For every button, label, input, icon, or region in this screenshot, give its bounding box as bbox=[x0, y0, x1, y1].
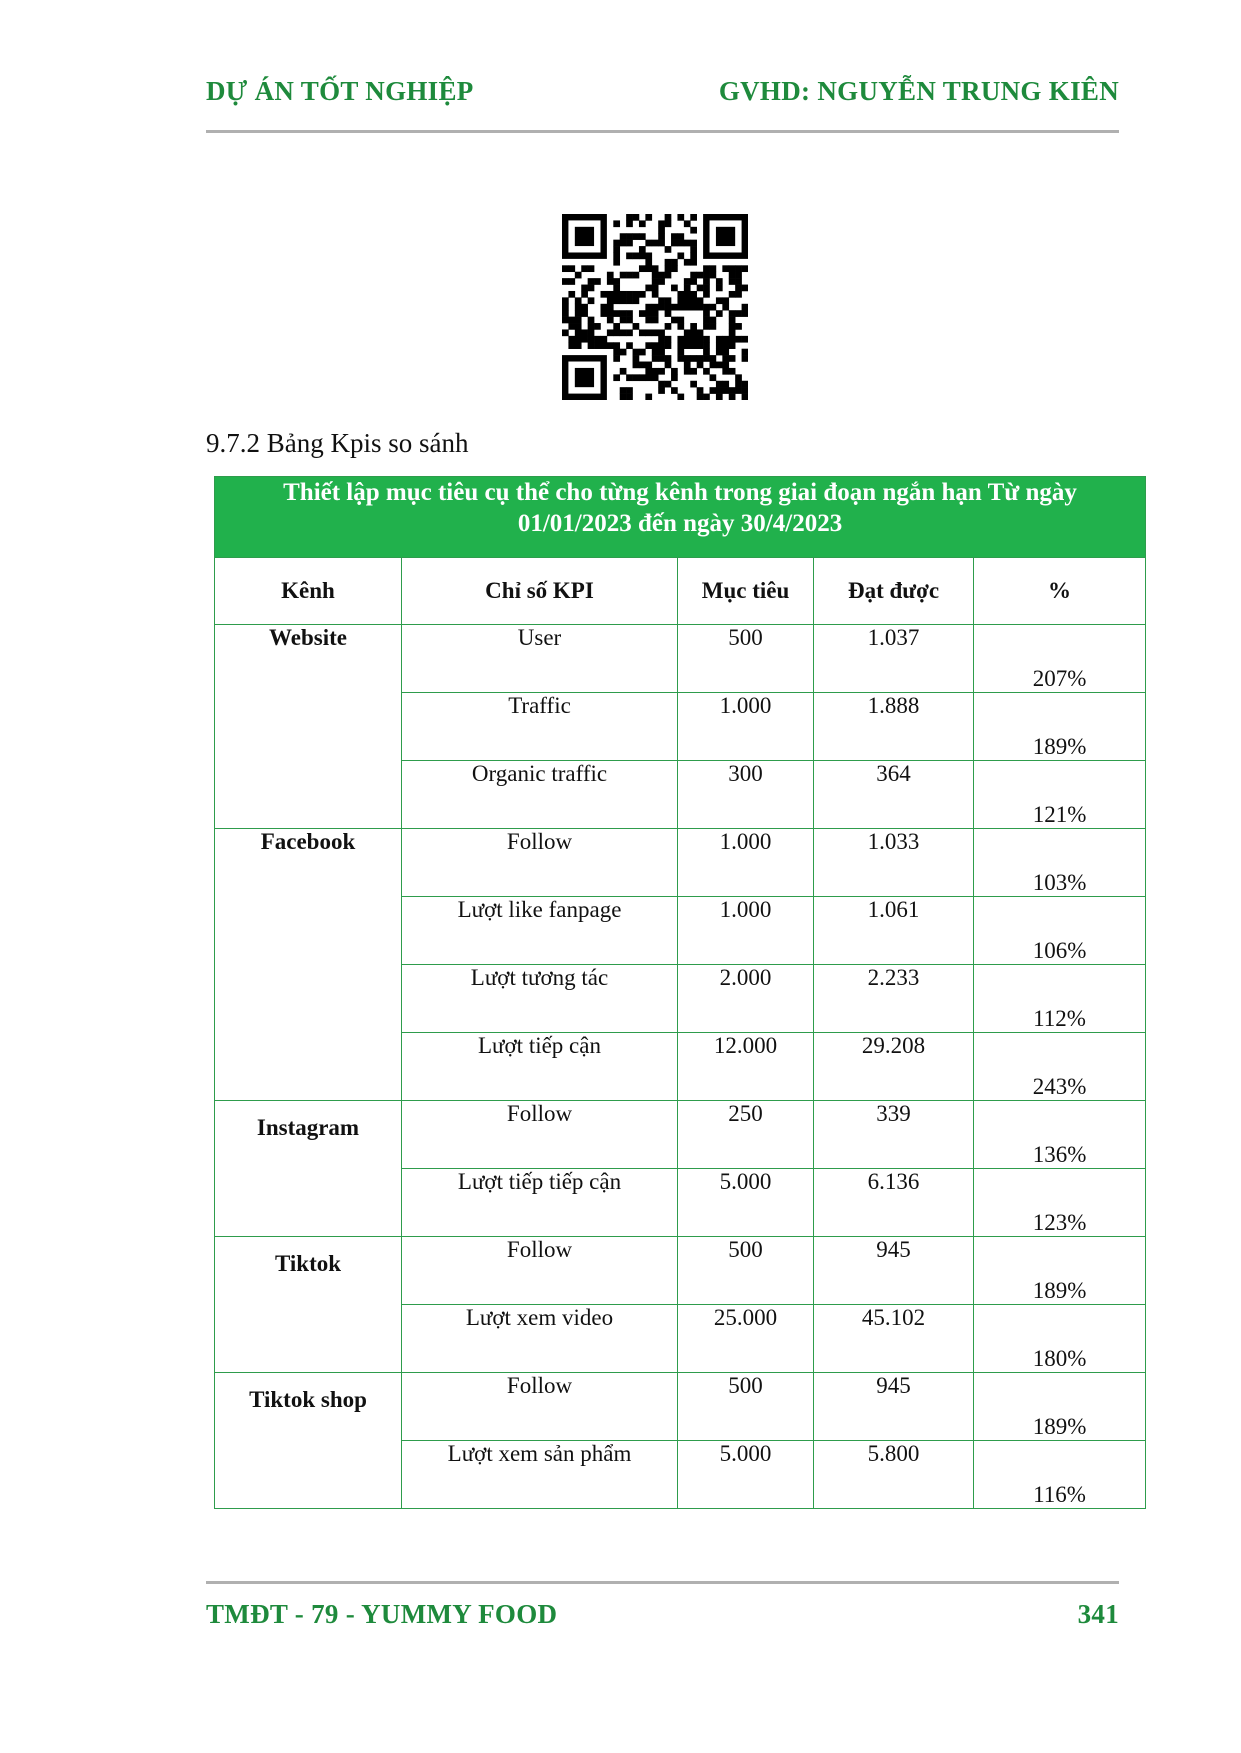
table-caption-line2: 01/01/2023 đến ngày 30/4/2023 bbox=[517, 510, 843, 537]
kpi-cell: Lượt xem sản phẩm bbox=[402, 1441, 678, 1509]
percent-cell: 123% bbox=[974, 1169, 1146, 1237]
kpi-cell: Lượt xem video bbox=[402, 1305, 678, 1373]
achieved-cell: 1.037 bbox=[814, 625, 974, 693]
section-title: 9.7.2 Bảng Kpis so sánh bbox=[206, 428, 469, 458]
page-footer bbox=[206, 1599, 1119, 1630]
channel-cell: Facebook bbox=[215, 829, 402, 1101]
table-header-row bbox=[215, 558, 1146, 625]
target-cell: 25.000 bbox=[678, 1305, 814, 1373]
kpi-cell: Follow bbox=[402, 829, 678, 897]
table-row bbox=[215, 829, 1146, 897]
kpi-cell: Follow bbox=[402, 1373, 678, 1441]
kpi-cell: Lượt tương tác bbox=[402, 965, 678, 1033]
target-cell: 5.000 bbox=[678, 1441, 814, 1509]
kpi-cell: Organic traffic bbox=[402, 761, 678, 829]
target-cell: 5.000 bbox=[678, 1169, 814, 1237]
target-cell: 2.000 bbox=[678, 965, 814, 1033]
percent-cell: 112% bbox=[974, 965, 1146, 1033]
kpi-cell: Lượt like fanpage bbox=[402, 897, 678, 965]
target-cell: 500 bbox=[678, 1237, 814, 1305]
channel-cell: Tiktok bbox=[215, 1237, 402, 1373]
header-supervisor: GVHD: NGUYỄN TRUNG KIÊN bbox=[718, 76, 1119, 106]
kpi-cell: Follow bbox=[402, 1237, 678, 1305]
kpi-cell: Follow bbox=[402, 1101, 678, 1169]
target-cell: 500 bbox=[678, 625, 814, 693]
kpi-cell: Lượt tiếp cận bbox=[402, 1033, 678, 1101]
percent-cell: 207% bbox=[974, 625, 1146, 693]
target-cell: 12.000 bbox=[678, 1033, 814, 1101]
achieved-cell: 364 bbox=[814, 761, 974, 829]
percent-cell: 189% bbox=[974, 1237, 1146, 1305]
column-header-percent: % bbox=[974, 558, 1146, 625]
header-project-title: DỰ ÁN TỐT NGHIỆP bbox=[206, 76, 474, 106]
target-cell: 1.000 bbox=[678, 693, 814, 761]
kpi-cell: Traffic bbox=[402, 693, 678, 761]
achieved-cell: 5.800 bbox=[814, 1441, 974, 1509]
percent-cell: 243% bbox=[974, 1033, 1146, 1101]
column-header-achieved: Đạt được bbox=[814, 558, 974, 625]
channel-cell: Website bbox=[215, 625, 402, 829]
footer-divider bbox=[206, 1581, 1119, 1584]
table-row bbox=[215, 1373, 1146, 1441]
achieved-cell: 2.233 bbox=[814, 965, 974, 1033]
footer-project-name: TMĐT - 79 - YUMMY FOOD bbox=[206, 1599, 558, 1629]
achieved-cell: 1.061 bbox=[814, 897, 974, 965]
kpi-table bbox=[214, 476, 1146, 1509]
target-cell: 250 bbox=[678, 1101, 814, 1169]
percent-cell: 103% bbox=[974, 829, 1146, 897]
kpi-cell: Lượt tiếp tiếp cận bbox=[402, 1169, 678, 1237]
percent-cell: 180% bbox=[974, 1305, 1146, 1373]
target-cell: 300 bbox=[678, 761, 814, 829]
percent-cell: 189% bbox=[974, 693, 1146, 761]
column-header-kpi: Chỉ số KPI bbox=[402, 558, 678, 625]
achieved-cell: 945 bbox=[814, 1373, 974, 1441]
table-row bbox=[215, 1101, 1146, 1169]
table-caption-line1: Thiết lập mục tiêu cụ thể cho từng kênh trong giai đoạn ngắn hạn Từ ngày bbox=[283, 479, 1077, 506]
achieved-cell: 45.102 bbox=[814, 1305, 974, 1373]
percent-cell: 106% bbox=[974, 897, 1146, 965]
column-header-channel: Kênh bbox=[215, 558, 402, 625]
header-divider bbox=[206, 130, 1119, 133]
table-body bbox=[215, 625, 1146, 1509]
achieved-cell: 1.033 bbox=[814, 829, 974, 897]
percent-cell: 189% bbox=[974, 1373, 1146, 1441]
table-row bbox=[215, 625, 1146, 693]
page-header bbox=[206, 76, 1119, 107]
percent-cell: 116% bbox=[974, 1441, 1146, 1509]
channel-cell: Tiktok shop bbox=[215, 1373, 402, 1509]
channel-cell: Instagram bbox=[215, 1101, 402, 1237]
table-caption bbox=[215, 477, 1146, 558]
achieved-cell: 29.208 bbox=[814, 1033, 974, 1101]
target-cell: 1.000 bbox=[678, 897, 814, 965]
percent-cell: 136% bbox=[974, 1101, 1146, 1169]
kpi-cell: User bbox=[402, 625, 678, 693]
achieved-cell: 6.136 bbox=[814, 1169, 974, 1237]
achieved-cell: 945 bbox=[814, 1237, 974, 1305]
target-cell: 500 bbox=[678, 1373, 814, 1441]
qr-code bbox=[562, 214, 748, 400]
achieved-cell: 339 bbox=[814, 1101, 974, 1169]
percent-cell: 121% bbox=[974, 761, 1146, 829]
achieved-cell: 1.888 bbox=[814, 693, 974, 761]
page-number: 341 bbox=[1077, 1599, 1119, 1629]
table-row bbox=[215, 1237, 1146, 1305]
target-cell: 1.000 bbox=[678, 829, 814, 897]
column-header-target: Mục tiêu bbox=[678, 558, 814, 625]
